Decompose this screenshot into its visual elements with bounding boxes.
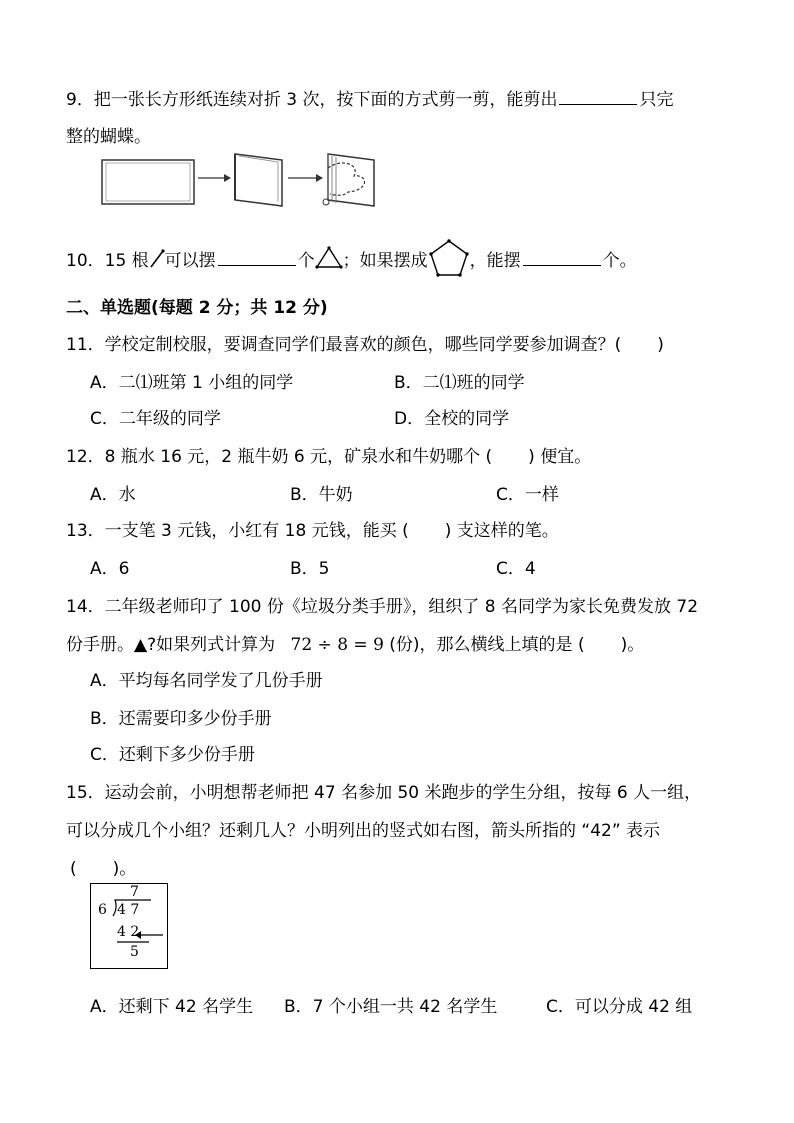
- question-9-line1: [66, 88, 673, 111]
- q11-option-d[interactable]: D．全校的同学: [394, 409, 510, 429]
- q14-blank-triangle: ▲: [134, 635, 148, 655]
- q11-option-b[interactable]: B．二⑴班的同学: [394, 373, 525, 393]
- question-11-stem: 11．学校定制校服，要调查同学们最喜欢的颜色，哪些同学要参加调查？( ): [66, 335, 664, 355]
- q15-option-a[interactable]: A．还剩下 42 名学生: [90, 997, 254, 1017]
- question-12-stem: 12．8 瓶水 16 元，2 瓶牛奶 6 元，矿泉水和牛奶哪个 ( ) 便宜。: [66, 447, 592, 467]
- butterfly-cut-line: [328, 163, 365, 195]
- flat-paper-rect: [102, 160, 194, 204]
- folding-paper-figure: [98, 150, 388, 210]
- q10-text-f: 个。: [602, 251, 637, 271]
- section-title-single-choice: 二、单选题(每题 2 分；共 12 分): [66, 298, 328, 318]
- long-division-figure: [90, 883, 168, 969]
- q10-text-d: ；如果摆成: [342, 251, 428, 271]
- q13-option-a[interactable]: A．6: [90, 559, 130, 579]
- question-9-line2: [66, 126, 151, 148]
- q15-option-c[interactable]: C．可以分成 42 组: [546, 997, 693, 1017]
- q9-answer-blank[interactable]: [559, 88, 637, 105]
- q14-option-b[interactable]: B．还需要印多少份手册: [90, 709, 272, 729]
- q14-option-a[interactable]: A．平均每名同学发了几份手册: [90, 671, 323, 691]
- q9-text-cont: 只完: [639, 90, 674, 110]
- triangle-icon: [315, 246, 343, 270]
- q11-option-a[interactable]: A．二⑴班第 1 小组的同学: [90, 373, 294, 393]
- pentagon-icon: [428, 238, 470, 278]
- q9-text: 9．把一张长方形纸连续对折 3 次，按下面的方式剪一剪，能剪出: [66, 90, 558, 110]
- q10-answer-blank-2[interactable]: [523, 249, 601, 266]
- q15-option-b[interactable]: B．7 个小组一共 42 名学生: [284, 997, 498, 1017]
- folded-paper-with-cut: [328, 154, 374, 206]
- q14-option-c[interactable]: C．还剩下多少份手册: [90, 745, 255, 765]
- q12-option-a[interactable]: A．水: [90, 485, 136, 505]
- question-14-stem-line2: 份手册。▲?如果列式计算为 72 ÷ 8 = 9 (份)，那么横线上填的是 ( )。: [66, 635, 645, 655]
- q9-text-end: 整的蝴蝶。: [66, 127, 151, 147]
- q10-text: 10．15 根: [66, 251, 149, 271]
- stick-icon: [149, 249, 165, 269]
- q12-option-b[interactable]: B．牛奶: [290, 485, 353, 505]
- q13-option-b[interactable]: B．5: [290, 559, 330, 579]
- q10-text-c: 个: [297, 251, 315, 271]
- question-13-stem: 13．一支笔 3 元钱，小红有 18 元钱，能买 ( ) 支这样的笔。: [66, 521, 559, 541]
- question-10: [66, 238, 637, 278]
- question-15-stem-line3: ( )。: [70, 859, 137, 879]
- q13-option-c[interactable]: C．4: [496, 559, 536, 579]
- division-remainder: 5: [130, 944, 139, 960]
- question-15-stem-line2: 可以分成几个小组？还剩几人？小明列出的竖式如右图，箭头所指的 “42” 表示: [66, 821, 661, 841]
- q10-answer-blank-1[interactable]: [218, 249, 296, 266]
- q10-text-e: ，能摆: [469, 251, 521, 271]
- division-quotient: 7: [130, 884, 139, 900]
- question-14-stem-line1: 14．二年级老师印了 100 份《垃圾分类手册》，组织了 8 名同学为家长免费发放 72: [66, 597, 699, 617]
- division-dividend: 4 7: [117, 902, 140, 918]
- q12-option-c[interactable]: C．一样: [496, 485, 559, 505]
- q11-option-c[interactable]: C．二年级的同学: [90, 409, 221, 429]
- question-15-stem-line1: 15．运动会前，小明想帮老师把 47 名参加 50 米跑步的学生分组，按每 6 人一组，: [66, 783, 702, 803]
- q14-equation: 72 ÷ 8 = 9: [290, 635, 384, 655]
- division-divisor: 6: [98, 902, 107, 918]
- q10-text-b: 可以摆: [164, 251, 216, 271]
- division-product: 4 2: [117, 924, 140, 940]
